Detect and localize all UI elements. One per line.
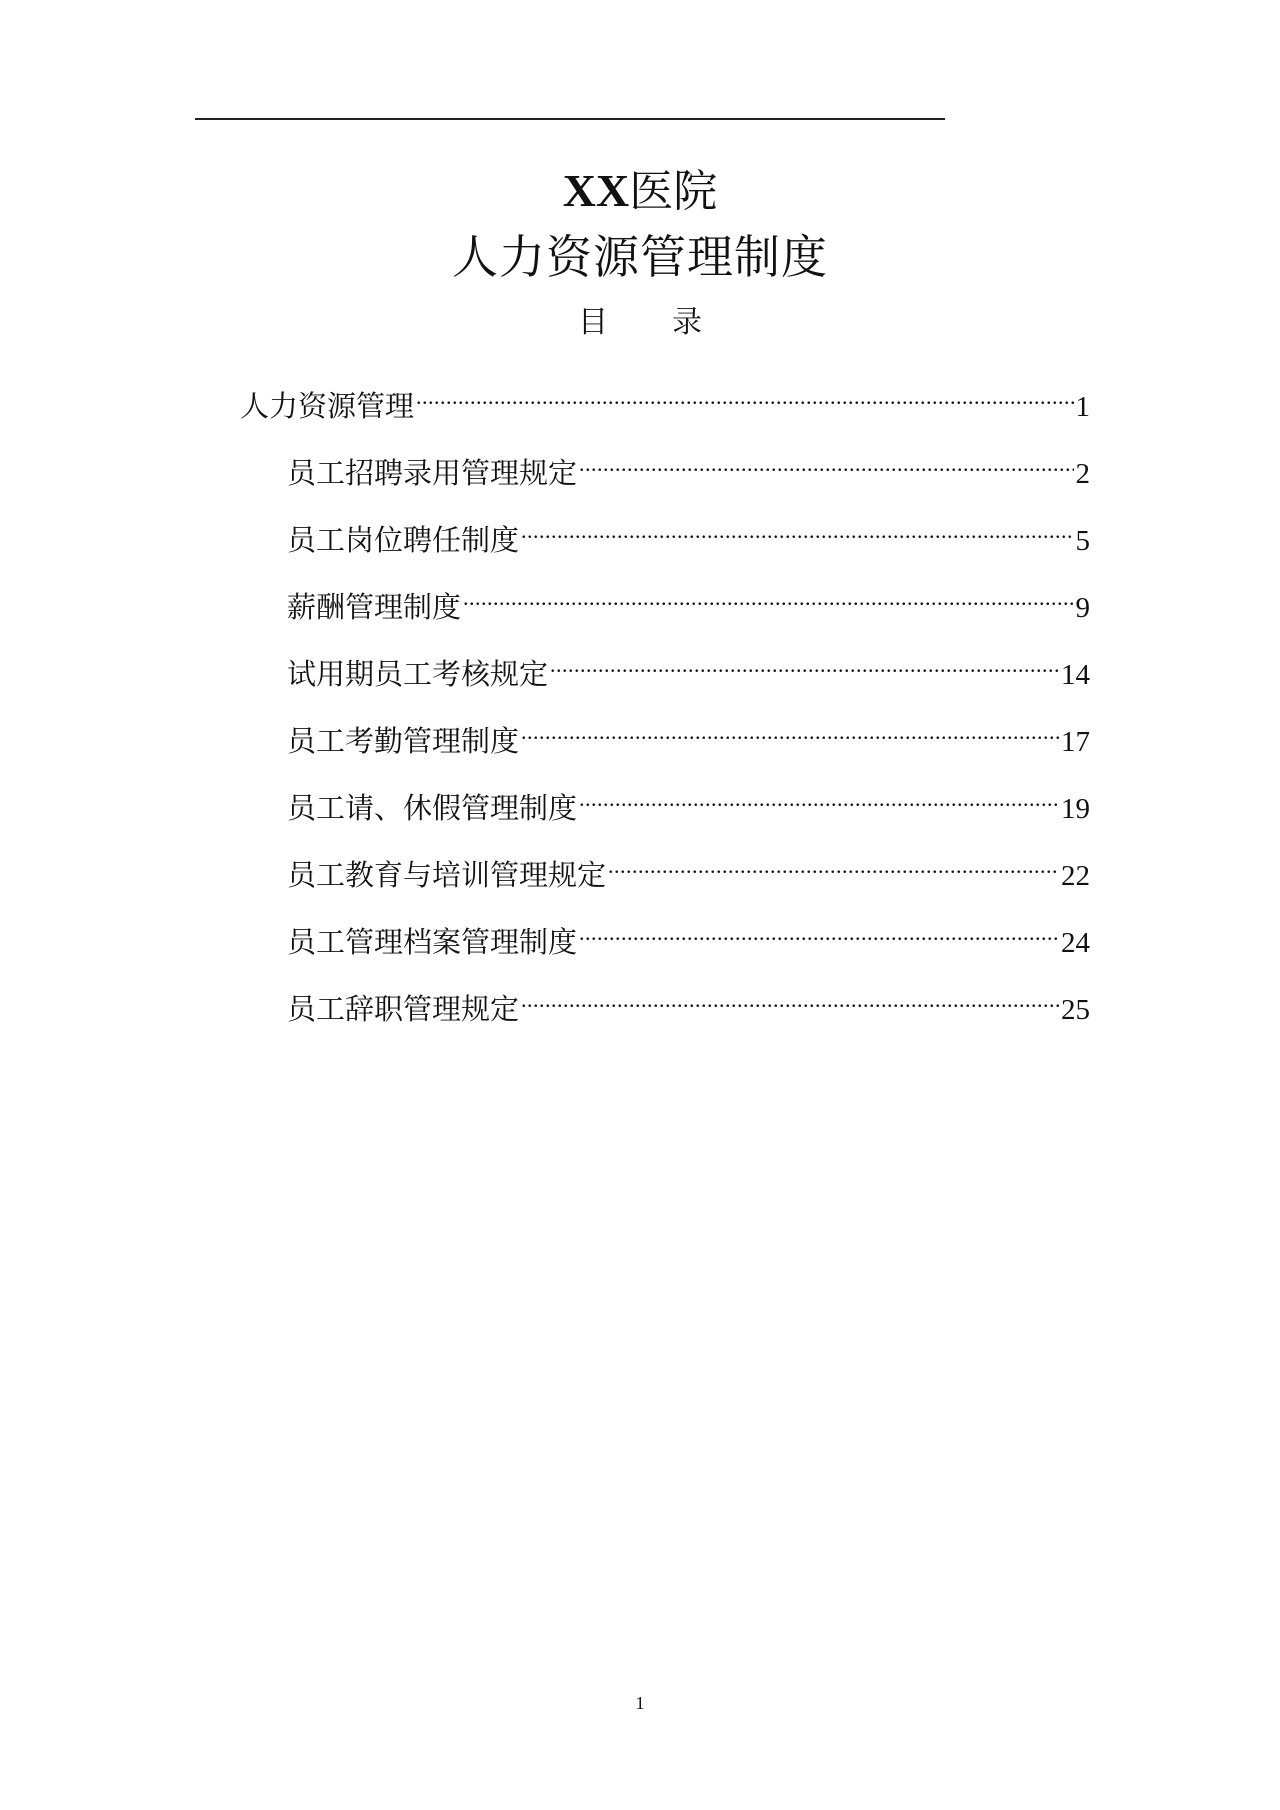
toc-entry[interactable]: [287, 573, 1090, 624]
toc-entry[interactable]: [240, 372, 1090, 423]
toc-entry-label: 员工教育与培训管理规定: [287, 858, 607, 892]
toc-entry-label: 薪酬管理制度: [287, 590, 462, 624]
header-rule: [195, 118, 945, 120]
toc-entry-page-number: 24: [1061, 927, 1090, 959]
toc-entry-label: 员工管理档案管理制度: [287, 925, 578, 959]
document-title-cjk: 医院: [629, 166, 718, 217]
toc-entry[interactable]: [287, 908, 1090, 959]
toc-dot-leader: [579, 908, 1059, 952]
toc-heading-char-1: 目: [578, 305, 608, 340]
toc-entry-page-number: 1: [1075, 391, 1090, 423]
toc-dot-leader: [521, 506, 1073, 550]
toc-entry-label: 人力资源管理: [240, 389, 415, 423]
toc-entry[interactable]: [287, 506, 1090, 557]
toc-entry-page-number: 5: [1075, 525, 1090, 557]
toc-heading-char-2: 录: [672, 305, 702, 340]
document-title-line-1: [0, 165, 1280, 217]
toc-entry-label: 试用期员工考核规定: [287, 657, 549, 691]
footer-page-number: 1: [635, 1693, 645, 1713]
toc-entry-page-number: 22: [1061, 860, 1090, 892]
toc-entry-label: 员工辞职管理规定: [287, 992, 520, 1026]
document-title-latin: XX: [562, 165, 630, 216]
toc-entry-page-number: 2: [1075, 458, 1090, 490]
toc-dot-leader: [521, 975, 1059, 1019]
toc-entry[interactable]: [287, 439, 1090, 490]
toc-dot-leader: [579, 439, 1073, 483]
toc-entry-label: 员工请、休假管理制度: [287, 791, 578, 825]
toc-entry-label: 员工岗位聘任制度: [287, 523, 520, 557]
toc-dot-leader: [550, 640, 1059, 684]
toc-dot-leader: [463, 573, 1073, 617]
toc-entry-label: 员工考勤管理制度: [287, 724, 520, 758]
toc-entry[interactable]: [287, 707, 1090, 758]
toc-entry[interactable]: [287, 774, 1090, 825]
toc-entry-page-number: 14: [1061, 659, 1090, 691]
toc-entry-label: 员工招聘录用管理规定: [287, 456, 578, 490]
toc-entry[interactable]: [287, 640, 1090, 691]
toc-entry-page-number: 19: [1061, 793, 1090, 825]
toc-dot-leader: [579, 774, 1059, 818]
toc-entry-page-number: 25: [1061, 994, 1090, 1026]
toc-heading: [0, 305, 1280, 340]
toc-entry-page-number: 9: [1075, 592, 1090, 624]
document-title-line-2: 人力资源管理制度: [452, 230, 828, 284]
toc-dot-leader: [416, 372, 1073, 416]
toc-dot-leader: [521, 707, 1059, 751]
toc-dot-leader: [608, 841, 1059, 885]
toc-entry-page-number: 17: [1061, 726, 1090, 758]
toc-entry[interactable]: [287, 975, 1090, 1026]
toc-entry[interactable]: [287, 841, 1090, 892]
